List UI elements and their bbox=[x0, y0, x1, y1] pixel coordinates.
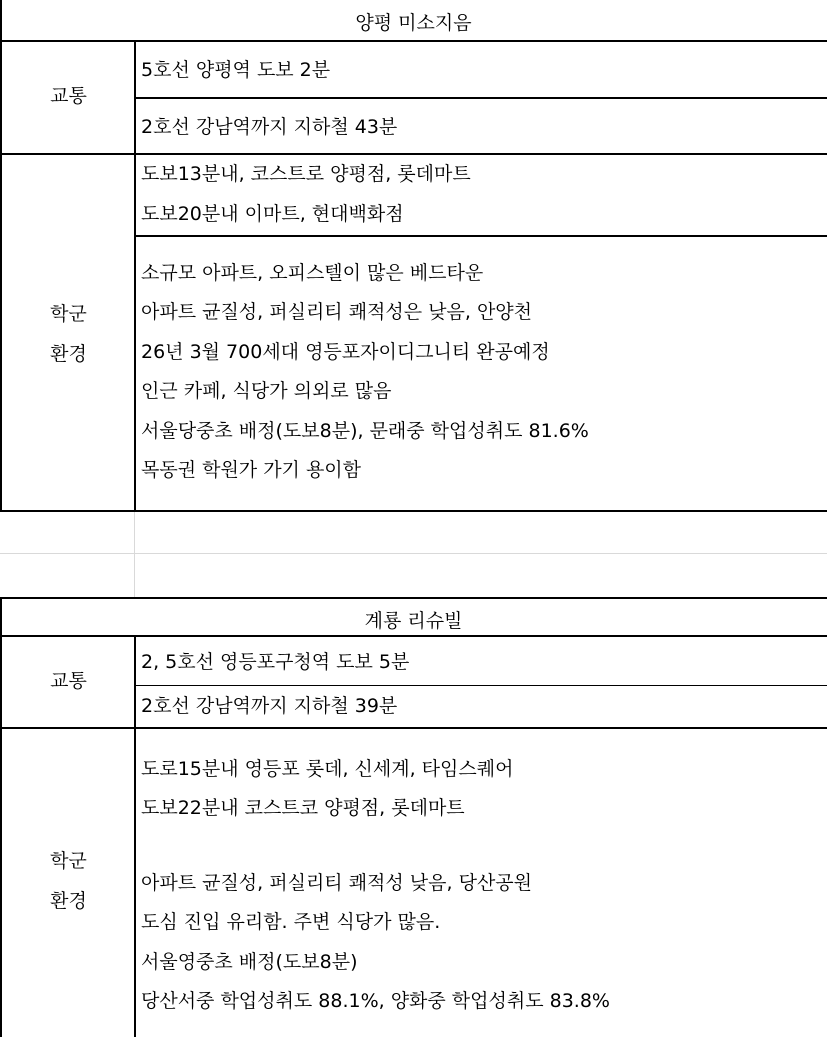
transport-line: 2호선 강남역까지 지하철 39분 bbox=[141, 695, 398, 717]
environment-label-1: 학군 bbox=[50, 850, 87, 872]
table-border bbox=[0, 153, 827, 155]
table-border bbox=[134, 97, 827, 99]
environment-label-2: 환경 bbox=[50, 343, 87, 365]
note-line: 인근 카페, 식당가 의외로 많음 bbox=[141, 380, 392, 402]
table-title: 계룡 리슈빌 bbox=[364, 610, 463, 632]
transport-label: 교통 bbox=[50, 670, 87, 692]
table-border bbox=[0, 727, 827, 729]
table-border bbox=[0, 0, 2, 512]
table-border bbox=[134, 685, 827, 686]
environment-label-2: 환경 bbox=[50, 890, 87, 912]
gridline bbox=[0, 553, 827, 554]
shopping-line: 도보13분내, 코스트로 양평점, 롯데마트 bbox=[141, 163, 471, 185]
note-line: 서울영중초 배정(도보8분) bbox=[141, 951, 358, 973]
table-border bbox=[0, 40, 827, 42]
note-line: 아파트 균질성, 퍼실리티 쾌적성은 낮음, 안양천 bbox=[141, 301, 533, 323]
note-line: 서울당중초 배정(도보8분), 문래중 학업성취도 81.6% bbox=[141, 420, 589, 442]
table-border bbox=[0, 510, 827, 512]
note-line: 목동권 학원가 가기 용이함 bbox=[141, 459, 362, 481]
transport-line: 2, 5호선 영등포구청역 도보 5분 bbox=[141, 651, 410, 673]
note-line: 아파트 균질성, 퍼실리티 쾌적성 낮음, 당산공원 bbox=[141, 872, 533, 894]
table-border bbox=[0, 597, 827, 599]
note-line: 소규모 아파트, 오피스텔이 많은 베드타운 bbox=[141, 262, 484, 284]
table-title: 양평 미소지음 bbox=[355, 12, 472, 34]
table-border bbox=[0, 635, 827, 637]
shopping-line: 도로15분내 영등포 롯데, 신세계, 타임스퀘어 bbox=[141, 758, 514, 780]
shopping-line: 도보20분내 이마트, 현대백화점 bbox=[141, 203, 404, 225]
table-border bbox=[134, 235, 827, 237]
transport-line: 5호선 양평역 도보 2분 bbox=[141, 59, 331, 81]
note-line: 도심 진입 유리함. 주변 식당가 많음. bbox=[141, 911, 441, 933]
gridline bbox=[134, 512, 135, 598]
note-line: 26년 3월 700세대 영등포자이디그니티 완공예정 bbox=[141, 341, 550, 363]
shopping-line: 도보22분내 코스트코 양평점, 롯데마트 bbox=[141, 797, 465, 819]
transport-line: 2호선 강남역까지 지하철 43분 bbox=[141, 116, 398, 138]
transport-label: 교통 bbox=[50, 85, 87, 107]
note-line: 당산서중 학업성취도 88.1%, 양화중 학업성취도 83.8% bbox=[141, 990, 610, 1012]
environment-label-1: 학군 bbox=[50, 303, 87, 325]
